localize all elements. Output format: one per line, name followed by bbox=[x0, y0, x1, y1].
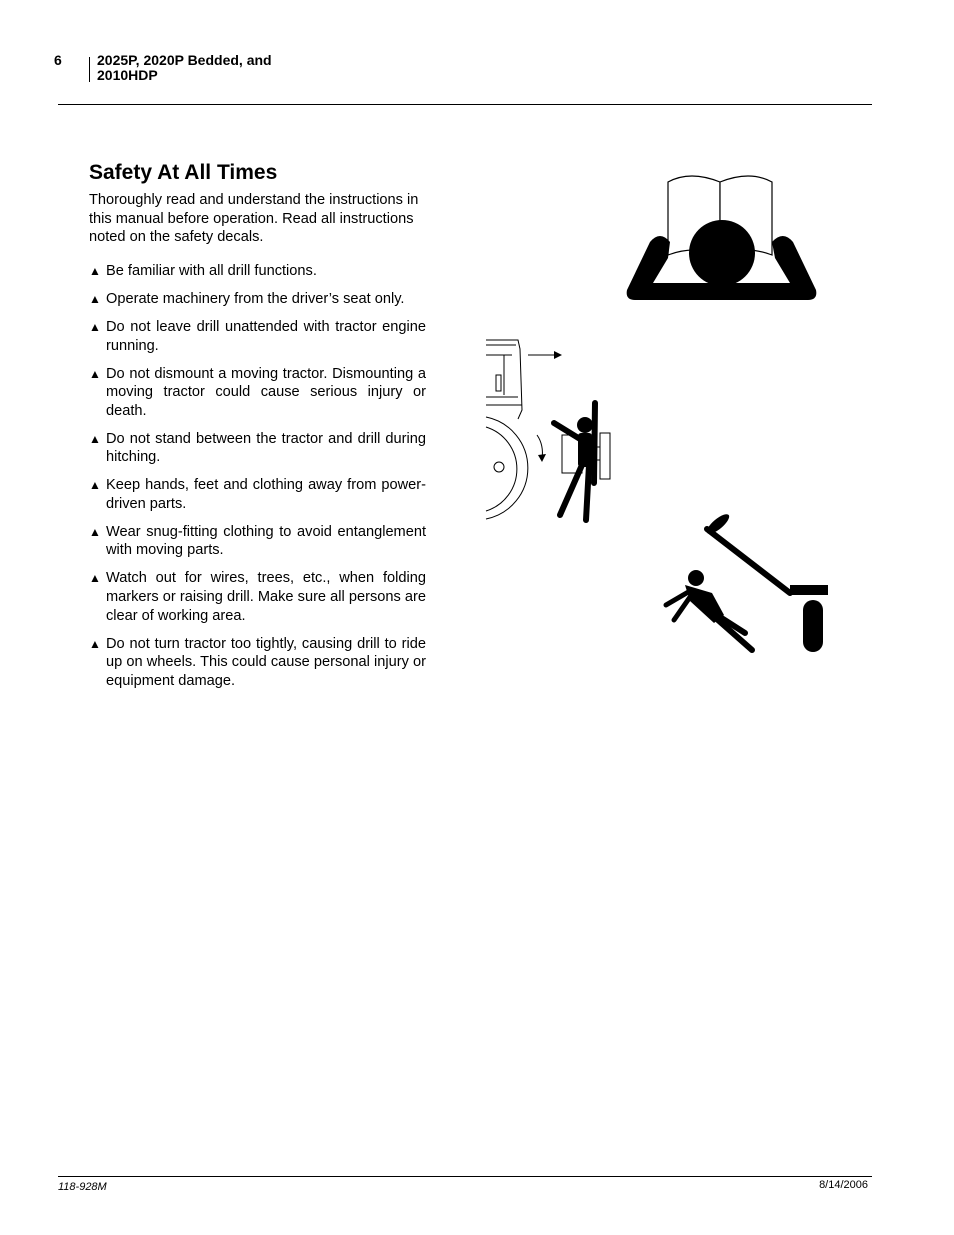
bullet-text: Do not turn tractor too tightly, causing drill to ride up on wheels. This could cause personal injury or equipment damage. bbox=[106, 635, 426, 689]
list-item bbox=[89, 318, 426, 355]
revision-date: 8/14/2006 bbox=[819, 1179, 868, 1191]
safety-bullet-list bbox=[89, 262, 426, 700]
triangle-bullet-icon: ▲ bbox=[89, 431, 101, 446]
section-title: Safety At All Times bbox=[89, 161, 278, 184]
list-item bbox=[89, 569, 426, 625]
triangle-bullet-icon: ▲ bbox=[89, 291, 101, 306]
footer-rule bbox=[58, 1176, 872, 1177]
document-number: 118-928M bbox=[58, 1181, 107, 1193]
bullet-text: Operate machinery from the driver’s seat only. bbox=[106, 290, 405, 307]
triangle-bullet-icon: ▲ bbox=[89, 636, 101, 651]
header-rule bbox=[58, 104, 872, 105]
list-item bbox=[89, 365, 426, 421]
triangle-bullet-icon: ▲ bbox=[89, 264, 101, 278]
header-divider bbox=[89, 57, 90, 82]
list-item bbox=[89, 290, 426, 309]
bullet-text: Watch out for wires, trees, etc., when folding markers or raising drill. Make sure all persons are clear of working area. bbox=[106, 570, 426, 624]
list-item bbox=[89, 430, 426, 467]
triangle-bullet-icon: ▲ bbox=[89, 478, 101, 493]
list-item bbox=[89, 523, 426, 560]
triangle-bullet-icon: ▲ bbox=[89, 319, 101, 334]
list-item bbox=[89, 476, 426, 513]
bullet-text: Do not stand between the tractor and drill during hitching. bbox=[106, 430, 426, 466]
read-manual-icon bbox=[620, 170, 825, 310]
page-number: 6 bbox=[54, 52, 62, 68]
header-title-line1: 2025P, 2020P Bedded, and bbox=[97, 52, 272, 68]
triangle-bullet-icon: ▲ bbox=[89, 524, 101, 539]
bullet-text: Be familiar with all drill functions. bbox=[106, 263, 317, 279]
bullet-text: Do not leave drill unattended with tractor engine running. bbox=[106, 318, 426, 354]
bullet-text: Keep hands, feet and clothing away from power-driven parts. bbox=[106, 477, 426, 512]
bullet-text: Wear snug-fitting clothing to avoid entanglement with moving parts. bbox=[106, 523, 426, 559]
list-item bbox=[89, 262, 426, 281]
triangle-bullet-icon: ▲ bbox=[89, 366, 101, 381]
header-title-line2: 2010HDP bbox=[97, 67, 158, 83]
bullet-text: Do not dismount a moving tractor. Dismounting a moving tractor could cause serious injury or death. bbox=[106, 365, 426, 419]
hitching-hazard-icon bbox=[482, 335, 632, 525]
intro-paragraph: Thoroughly read and understand the instructions in this manual before operation. Read all instructions noted on the safety decals. bbox=[89, 192, 419, 246]
list-item bbox=[89, 635, 426, 691]
triangle-bullet-icon: ▲ bbox=[89, 571, 101, 586]
folding-marker-hazard-icon bbox=[660, 505, 835, 660]
running-header bbox=[97, 53, 357, 83]
